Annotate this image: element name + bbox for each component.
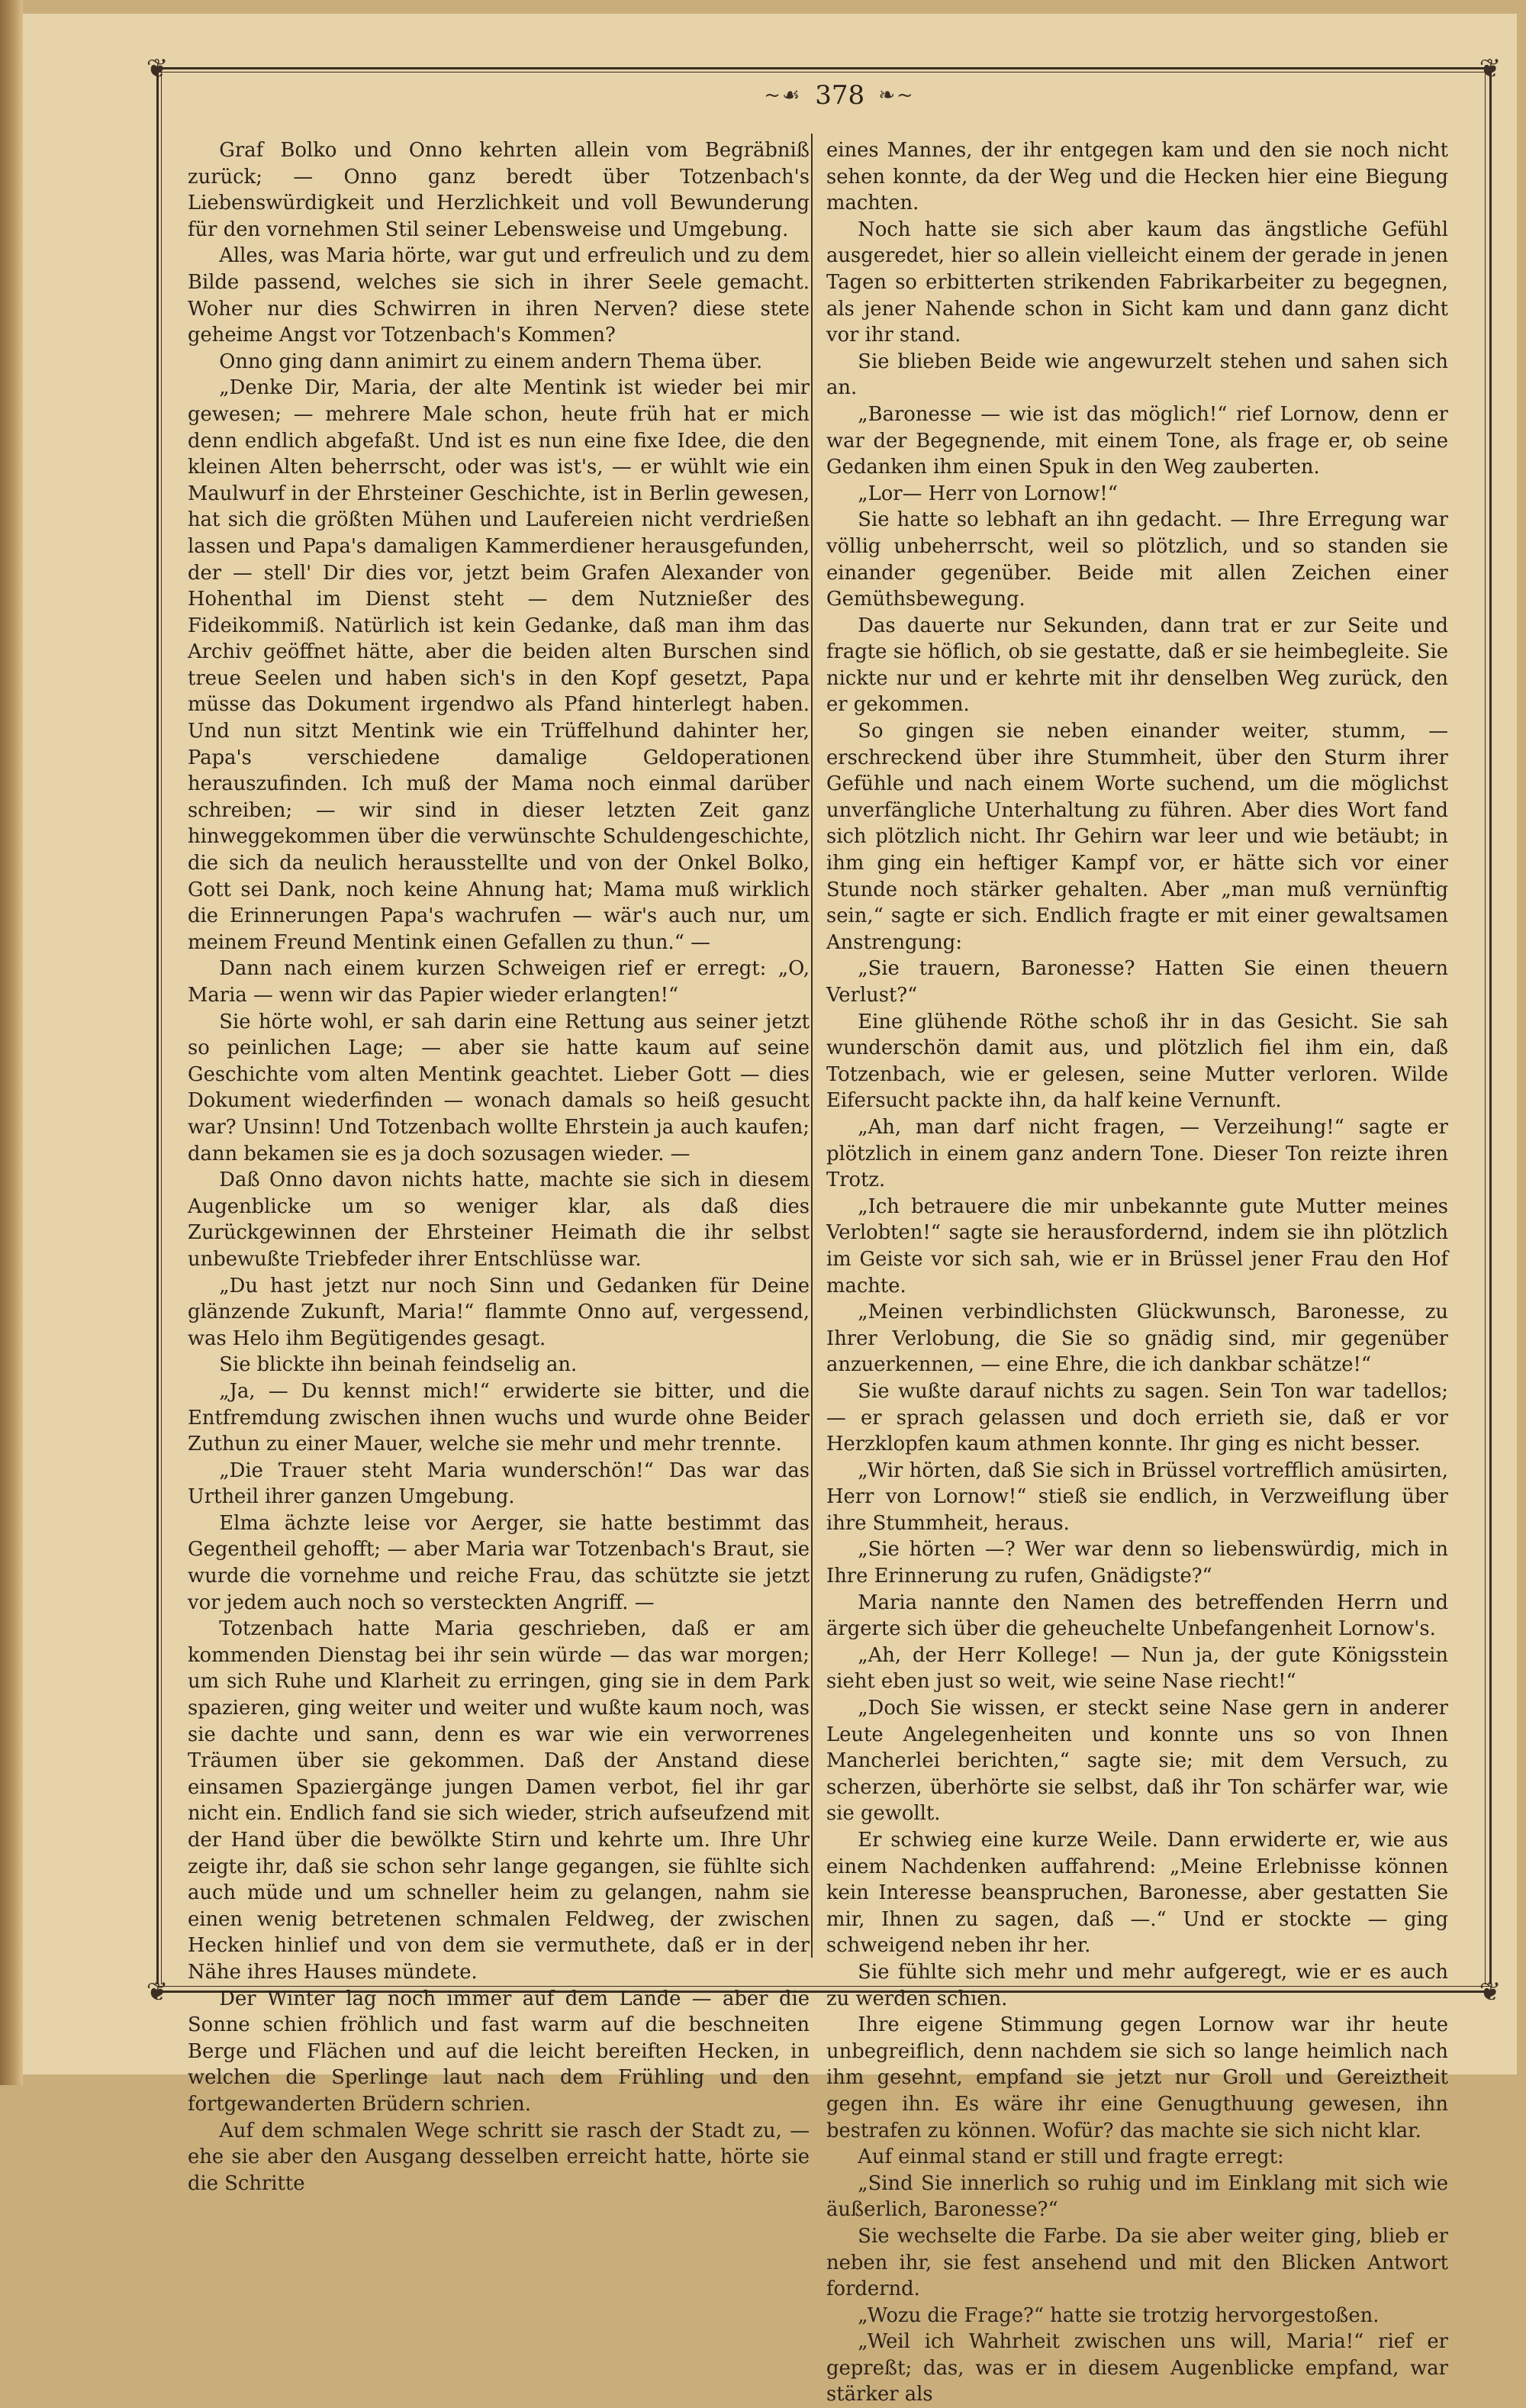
- paragraph: Der Winter lag noch immer auf dem Lande — aber die Sonne schien fröhlich und fast warm auf die beschneiten Berge und Flächen und auf die leicht bereiften Hecken, in welchen die Sperlinge laut nach dem Frühling und den fortgewanderten Brüdern schrien.: [188, 1987, 810, 2116]
- left-column: [188, 137, 810, 2195]
- book-gutter: [0, 0, 23, 2085]
- paragraph: Onno ging dann animirt zu einem andern Thema über.: [219, 350, 763, 373]
- paragraph: „Weil ich Wahrheit zwischen uns will, Maria!“ rief er gepreßt; das, was er in diesem Augenblicke empfand, war stärker als: [826, 2330, 1448, 2406]
- paragraph: Elma ächzte leise vor Aerger, sie hatte bestimmt das Gegentheil gehofft; — aber Maria war Totzenbach's Braut, sie wurde die vornehme und reiche Frau, das schützte sie jetzt vor jedem auch noch so versteckten Angriff. —: [188, 1511, 810, 1614]
- paragraph: Maria nannte den Namen des betreffenden Herrn und ärgerte sich über die geheuchelte Unbefangenheit Lornow's.: [826, 1591, 1448, 1641]
- paragraph: „Wir hörten, daß Sie sich in Brüssel vortrefflich amüsirten, Herr von Lornow!“ stieß sie endlich, in Verzweiflung über ihre Stummheit, heraus.: [826, 1459, 1448, 1535]
- paragraph: „Ich betrauere die mir unbekannte gute Mutter meines Verlobten!“ sagte sie herausfordernd, indem sie ihn plötzlich im Geiste vor sich sah, wie er in Brüssel jener Frau den Hof machte.: [826, 1194, 1448, 1297]
- frame-right-outer: [1489, 69, 1492, 1984]
- paragraph: „Meinen verbindlichsten Glückwunsch, Baronesse, zu Ihrer Verlobung, die Sie so gnädig sind, mir gegenüber anzuerkennen, — eine Ehre, die ich dankbar schätze!“: [826, 1301, 1448, 1377]
- paragraph: „Sie trauern, Baronesse? Hatten Sie einen theuern Verlust?“: [826, 957, 1448, 1007]
- paragraph: „Ja, — Du kennst mich!“ erwiderte sie bitter, und die Entfremdung zwischen ihnen wuchs und wurde ohne Beider Zuthun zu einer Mauer, welche sie mehr und mehr trennte.: [188, 1379, 810, 1456]
- paragraph: Sie blickte ihn beinah feindselig an.: [219, 1353, 578, 1377]
- paragraph: „Du hast jetzt nur noch Sinn und Gedanken für Deine glänzende Zukunft, Maria!“ flammte Onno auf, vergessend, was Helo ihm Begütigendes gesagt.: [188, 1274, 810, 1350]
- corner-ornament-icon: ❦: [1479, 53, 1502, 84]
- paragraph: Auf dem schmalen Wege schritt sie rasch der Stadt zu, — ehe sie aber den Ausgang desselben erreicht hatte, hörte sie die Schritte: [188, 2119, 810, 2195]
- paragraph: „Ah, man darf nicht fragen, — Verzeihung!“ sagte er plötzlich in einem ganz andern Tone. Dieser Ton reizte ihren Trotz.: [826, 1115, 1448, 1192]
- paragraph: „Die Trauer steht Maria wunderschön!“ Das war das Urtheil ihrer ganzen Umgebung.: [188, 1459, 810, 1509]
- paragraph-continued: eines Mannes, der ihr entgegen kam und den sie noch nicht sehen konnte, da der Weg und die Hecken hier eine Biegung machten.: [826, 139, 1448, 215]
- paragraph: Sie wußte darauf nichts zu sagen. Sein Ton war tadellos; — er sprach gelassen und doch errieth sie, daß er vor Herzklopfen kaum athmen konnte. Ihr ging es nicht besser.: [826, 1379, 1448, 1456]
- paragraph: Sie hörte wohl, er sah darin eine Rettung aus seiner jetzt so peinlichen Lage; — aber sie hatte kaum auf seine Geschichte vom alten Mentink geachtet. Lieber Gott — dies Dokument wiederfinden — wonach damals so heiß gesucht war? Unsinn! Und Totzenbach wollte Ehrstein ja auch kaufen; dann bekamen sie es ja doch sozusagen wieder. —: [188, 1010, 810, 1165]
- right-column: [826, 137, 1448, 2406]
- paragraph: „Doch Sie wissen, er steckt seine Nase gern in anderer Leute Angelegenheiten und konnte uns so von Ihnen Mancherlei berichten,“ sagte sie; mit dem Versuch, zu scherzen, überhörte sie selbst, daß ihr Ton schärfer war, wie sie gewollt.: [826, 1697, 1448, 1826]
- paragraph: „Ah, der Herr Kollege! — Nun ja, der gute Königsstein sieht eben just so weit, wie seine Nase riecht!“: [826, 1643, 1448, 1694]
- frame-left-outer: [156, 69, 159, 1984]
- paragraph: Daß Onno davon nichts hatte, machte sie sich in diesem Augenblicke um so weniger klar, als daß dies Zurückgewinnen der Ehrsteiner Heimath die ihr selbst unbewußte Triebfeder ihrer Entschlüsse war.: [188, 1169, 810, 1271]
- paragraph: Er schwieg eine kurze Weile. Dann erwiderte er, wie aus einem Nachdenken auffahrend: „Meine Erlebnisse können kein Interesse beanspruchen, Baronesse, aber gestatten Sie mir, Ihnen zu sagen, daß —.“ Und er stockte — ging schweigend neben ihr her.: [826, 1829, 1448, 1958]
- frame-top-outer: [156, 67, 1492, 69]
- paragraph: „Sind Sie innerlich so ruhig und im Einklang mit sich wie äußerlich, Baronesse?“: [826, 2171, 1448, 2222]
- paragraph: „Baronesse — wie ist das möglich!“ rief Lornow, denn er war der Begegnende, mit einem Tone, als frage er, ob seine Gedanken ihm einen Spuk in den Weg zauberten.: [826, 402, 1448, 479]
- frame-top-inner: [156, 72, 1492, 73]
- paragraph: Das dauerte nur Sekunden, dann trat er zur Seite und fragte sie höflich, ob sie gestatte, daß er sie heimbegleite. Sie nickte nur und er kehrte mit ihr denselben Weg zurück, den er gekommen.: [826, 614, 1448, 717]
- paragraph: Totzenbach hatte Maria geschrieben, daß er am kommenden Dienstag bei ihr sein würde — das war morgen; um sich Ruhe und Klarheit zu erringen, ging sie in dem Park spazieren, ging weiter und weiter und wußte kaum noch, was sie dachte und sann, denn es war wie ein verworrenes Träumen über sie gekommen. Daß der Anstand diese einsamen Spaziergänge jungen Damen verbot, fiel ihr gar nicht ein. Endlich fand sie sich wieder, strich aufseufzend mit der Hand über die bewölkte Stirn und kehrte um. Ihre Uhr zeigte ihr, daß sie schon sehr lange gegangen, sie fühlte sich auch müde und um schneller heim zu gelangen, nahm sie einen wenig betretenen schmalen Feldweg, der zwischen Hecken hinlief und von dem sie vermuthete, daß er in der Nähe ihres Hauses mündete.: [188, 1617, 810, 1984]
- corner-ornament-icon: ❦: [146, 53, 169, 84]
- paragraph: Alles, was Maria hörte, war gut und erfreulich und zu dem Bilde passend, welches sie sich in ihrer Seele gemacht. Woher nur dies Schwirren in ihren Nerven? diese stete geheime Angst vor Totzenbach's Kommen?: [188, 244, 810, 347]
- paragraph: Graf Bolko und Onno kehrten allein vom Begräbniß zurück; — Onno ganz beredt über Totzenbach's Liebenswürdigkeit und Herzlichkeit und voll Bewunderung für den vornehmen Stil seiner Lebensweise und Umgebung.: [188, 139, 810, 241]
- paragraph: Sie fühlte sich mehr und mehr aufgeregt, wie er es auch zu werden schien.: [826, 1960, 1448, 2010]
- paragraph: So gingen sie neben einander weiter, stumm, — erschreckend über ihre Stummheit, über den Sturm ihrer Gefühle und nach einem Worte suchend, um die möglichst unverfängliche Unterhaltung zu führen. Aber dies Wort fand sich plötzlich nicht. Ihr Gehirn war leer und wie betäubt; in ihm ging ein heftiger Kampf vor, er hätte sich vor einer Stunde noch stärker gehalten. Aber „man muß vernünftig sein,“ sagte er sich. Endlich fragte er mit einer gewaltsamen Anstrengung:: [826, 720, 1448, 954]
- corner-ornament-icon: ❦: [146, 1977, 169, 2007]
- page-header: [687, 76, 992, 114]
- column-divider: [811, 134, 813, 1958]
- frame-left-inner: [161, 69, 162, 1984]
- corner-ornament-icon: ❦: [1479, 1977, 1502, 2007]
- paragraph: Noch hatte sie sich aber kaum das ängstliche Gefühl ausgeredet, hier so allein vielleicht einem der gerade in jenen Tagen so erbitterten strikenden Fabrikarbeiter zu begegnen, als jener Nahende schon in Sicht kam und dann ganz dicht vor ihr stand.: [826, 218, 1448, 347]
- paragraph: Auf einmal stand er still und fragte erregt:: [858, 2145, 1284, 2169]
- paragraph: „Lor— Herr von Lornow!“: [858, 482, 1118, 505]
- paragraph: „Wozu die Frage?“ hatte sie trotzig hervorgestoßen.: [858, 2303, 1380, 2327]
- page-number: 378: [815, 80, 865, 111]
- right-ornament-icon: ❧~: [878, 84, 915, 107]
- paragraph: Ihre eigene Stimmung gegen Lornow war ihr heute unbegreiflich, denn nachdem sie sich so lange heimlich nach ihm gesehnt, empfand sie jetzt nur Groll und Gereiztheit gegen ihn. Es wäre ihr eine Genugthuung gewesen, ihn bestrafen zu können. Wofür? das machte sie sich nicht klar.: [826, 2013, 1448, 2142]
- frame-right-inner: [1485, 69, 1486, 1984]
- paragraph: Sie wechselte die Farbe. Da sie aber weiter ging, blieb er neben ihr, sie fest ansehend und mit den Blicken Antwort fordernd.: [826, 2224, 1448, 2301]
- paragraph: Dann nach einem kurzen Schweigen rief er erregt: „O, Maria — wenn wir das Papier wieder erlangten!“: [188, 957, 810, 1007]
- paragraph: Sie blieben Beide wie angewurzelt stehen und sahen sich an.: [826, 350, 1448, 400]
- paragraph: Sie hatte so lebhaft an ihn gedacht. — Ihre Erregung war völlig unbeherrscht, weil so plötzlich, und so standen sie einander gegenüber. Beide mit allen Zeichen einer Gemüthsbewegung.: [826, 508, 1448, 611]
- left-ornament-icon: ~☙: [764, 84, 802, 107]
- paragraph: „Sie hörten —? Wer war denn so liebenswürdig, mich in Ihre Erinnerung zu rufen, Gnädigste?“: [826, 1538, 1448, 1588]
- paragraph: Eine glühende Röthe schoß ihr in das Gesicht. Sie sah wunderschön damit aus, und plötzlich fiel ihm ein, daß Totzenbach, wie er gelesen, seine Mutter verloren. Wilde Eifersucht packte ihn, da half keine Vernunft.: [826, 1010, 1448, 1113]
- paragraph: „Denke Dir, Maria, der alte Mentink ist wieder bei mir gewesen; — mehrere Male schon, heute früh hat er mich denn endlich abgefaßt. Und ist es nun eine fixe Idee, die den kleinen Alten beherrscht, oder was ist's, — er wühlt wie ein Maulwurf in der Ehrsteiner Geschichte, ist in Berlin gewesen, hat sich die größten Mühen und Laufereien nicht verdrießen lassen und Papa's damaligen Kammerdiener herausgefunden, der — stell' Dir dies vor, jetzt beim Grafen Alexander von Hohenthal im Dienst steht — dem Nutznießer des Fideikommiß. Natürlich ist kein Gedanke, daß man ihm das Archiv geöffnet hätte, aber die beiden alten Burschen sind treue Seelen und haben sich's in den Kopf gesetzt, Papa müsse das Dokument irgendwo als Pfand hinterlegt haben. Und nun sitzt Mentink wie ein Trüffelhund dahinter her, Papa's verschiedene damalige Geldoperationen herauszufinden. Ich muß der Mama noch einmal darüber schreiben; — wir sind in dieser letzten Zeit ganz hinweggekommen über die verwünschte Schuldengeschichte, die sich da neulich herausstellte und von der Onkel Bolko, Gott sei Dank, noch keine Ahnung hat; Mama muß wirklich die Erinnerungen Papa's wachrufen — wär's auch nur, um meinem Freund Mentink einen Gefallen zu thun.“ —: [188, 376, 810, 954]
